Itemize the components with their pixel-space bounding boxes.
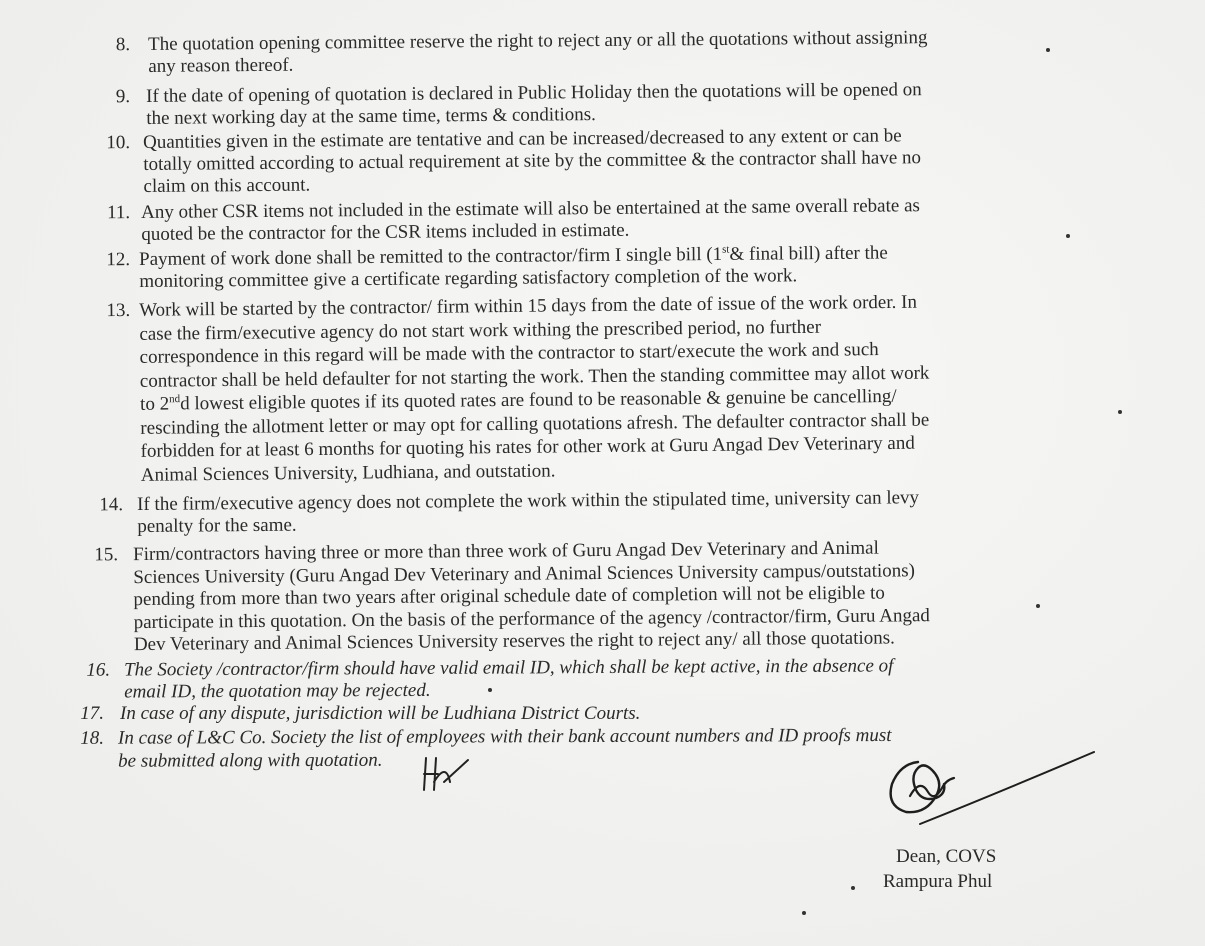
clause-line: Payment of work done shall be remitted to the contractor/firm I single bill (1st& final bill) after the [139, 242, 888, 271]
clause-line: Any other CSR items not included in the estimate will also be entertained at the same overall rebate as [141, 195, 920, 224]
clause-number: 16. [86, 659, 111, 681]
initials-mark [420, 752, 480, 796]
clause-number: 17. [80, 703, 104, 724]
clause-line: If the date of opening of quotation is declared in Public Holiday then the quotations will be opened on [146, 79, 922, 107]
signatory-designation: Dean, COVS [896, 846, 997, 867]
signatory-location: Rampura Phul [883, 871, 993, 892]
dean-signature [880, 748, 1100, 844]
clause-line: case the firm/executive agency do not start work withing the prescribed period, no further [139, 316, 822, 345]
clause-number: 8. [115, 34, 131, 56]
clause-line: Animal Sciences University, Ludhiana, and outstation. [140, 459, 556, 486]
clause-line: forbidden for at least 6 months for quoting his rates for other work at Guru Angad Dev Veterinary and [140, 432, 915, 462]
clause-line: The Society /contractor/firm should have valid email ID, which shall be kept active, in the absence of [124, 655, 894, 681]
clause-number: 9. [115, 86, 131, 108]
clause-number: 10. [106, 132, 131, 154]
clause-number: 13. [106, 299, 131, 322]
clause-line: the next working day at the same time, terms & conditions. [146, 104, 596, 129]
clause-line: claim on this account. [143, 174, 311, 197]
clause-number: 18. [80, 727, 105, 749]
clause-line: In case of any dispute, jurisdiction will be Ludhiana District Courts. [120, 703, 641, 724]
clause-number: 12. [106, 249, 131, 271]
clause-line: penalty for the same. [137, 514, 297, 538]
scan-speck [488, 688, 492, 692]
clause-number: 14. [99, 494, 124, 516]
clause-line: pending from more than two years after original schedule date of completion will not be eligible to [133, 582, 885, 611]
clause-line: Work will be started by the contractor/ firm within 15 days from the date of issue of the work order. In [139, 291, 917, 321]
scan-speck [802, 911, 806, 915]
scan-speck [851, 886, 855, 890]
clause-line: The quotation opening committee reserve the right to reject any or all the quotations without assigning [148, 27, 928, 55]
clause-line: be submitted along with quotation. [118, 749, 383, 772]
scan-speck [1066, 234, 1070, 238]
clause-number: 11. [106, 202, 131, 224]
clause-line: totally omitted according to actual requirement at site by the committee & the contractor shall have no [143, 147, 922, 175]
clause-line: Dev Veterinary and Animal Sciences University reserves the right to reject any/ all those quotations. [133, 627, 895, 656]
clause-line: rescinding the allotment letter or may opt for calling quotations afresh. The defaulter contractor shall be [140, 409, 930, 439]
clause-line: In case of L&C Co. Society the list of employees with their bank account numbers and ID proofs must [118, 724, 892, 749]
clause-line: quoted be the contractor for the CSR items included in estimate. [141, 219, 630, 246]
clause-number: 15. [94, 544, 119, 566]
clause-line: monitoring committee give a certificate regarding satisfactory completion of the work. [139, 265, 798, 293]
scan-speck [1036, 604, 1040, 608]
scan-speck [1118, 410, 1122, 414]
clause-line: participate in this quotation. On the basis of the performance of the agency /contractor/firm, Guru Angad [133, 604, 930, 633]
clause-line: any reason thereof. [148, 54, 294, 77]
clause-line: correspondence in this regard will be made with the contractor to start/execute the work and such [139, 339, 879, 368]
clause-line: email ID, the quotation may be rejected. [124, 679, 431, 703]
clause-line: Sciences University (Guru Angad Dev Veterinary and Animal Sciences University campus/outstations) [133, 559, 916, 588]
clause-line: to 2ndd lowest eligible quotes if its quoted rates are found to be reasonable & genuine be cancelling/ [140, 385, 897, 415]
clause-line: contractor shall be held defaulter for not starting the work. Then the standing committee may allot work [139, 362, 930, 392]
clause-line: Firm/contractors having three or more than three work of Guru Angad Dev Veterinary and Animal [133, 537, 879, 566]
clause-line: Quantities given in the estimate are tentative and can be increased/decreased to any extent or can be [143, 125, 902, 153]
clause-line: If the firm/executive agency does not complete the work within the stipulated time, university can levy [137, 487, 920, 516]
scan-speck [1046, 48, 1050, 52]
